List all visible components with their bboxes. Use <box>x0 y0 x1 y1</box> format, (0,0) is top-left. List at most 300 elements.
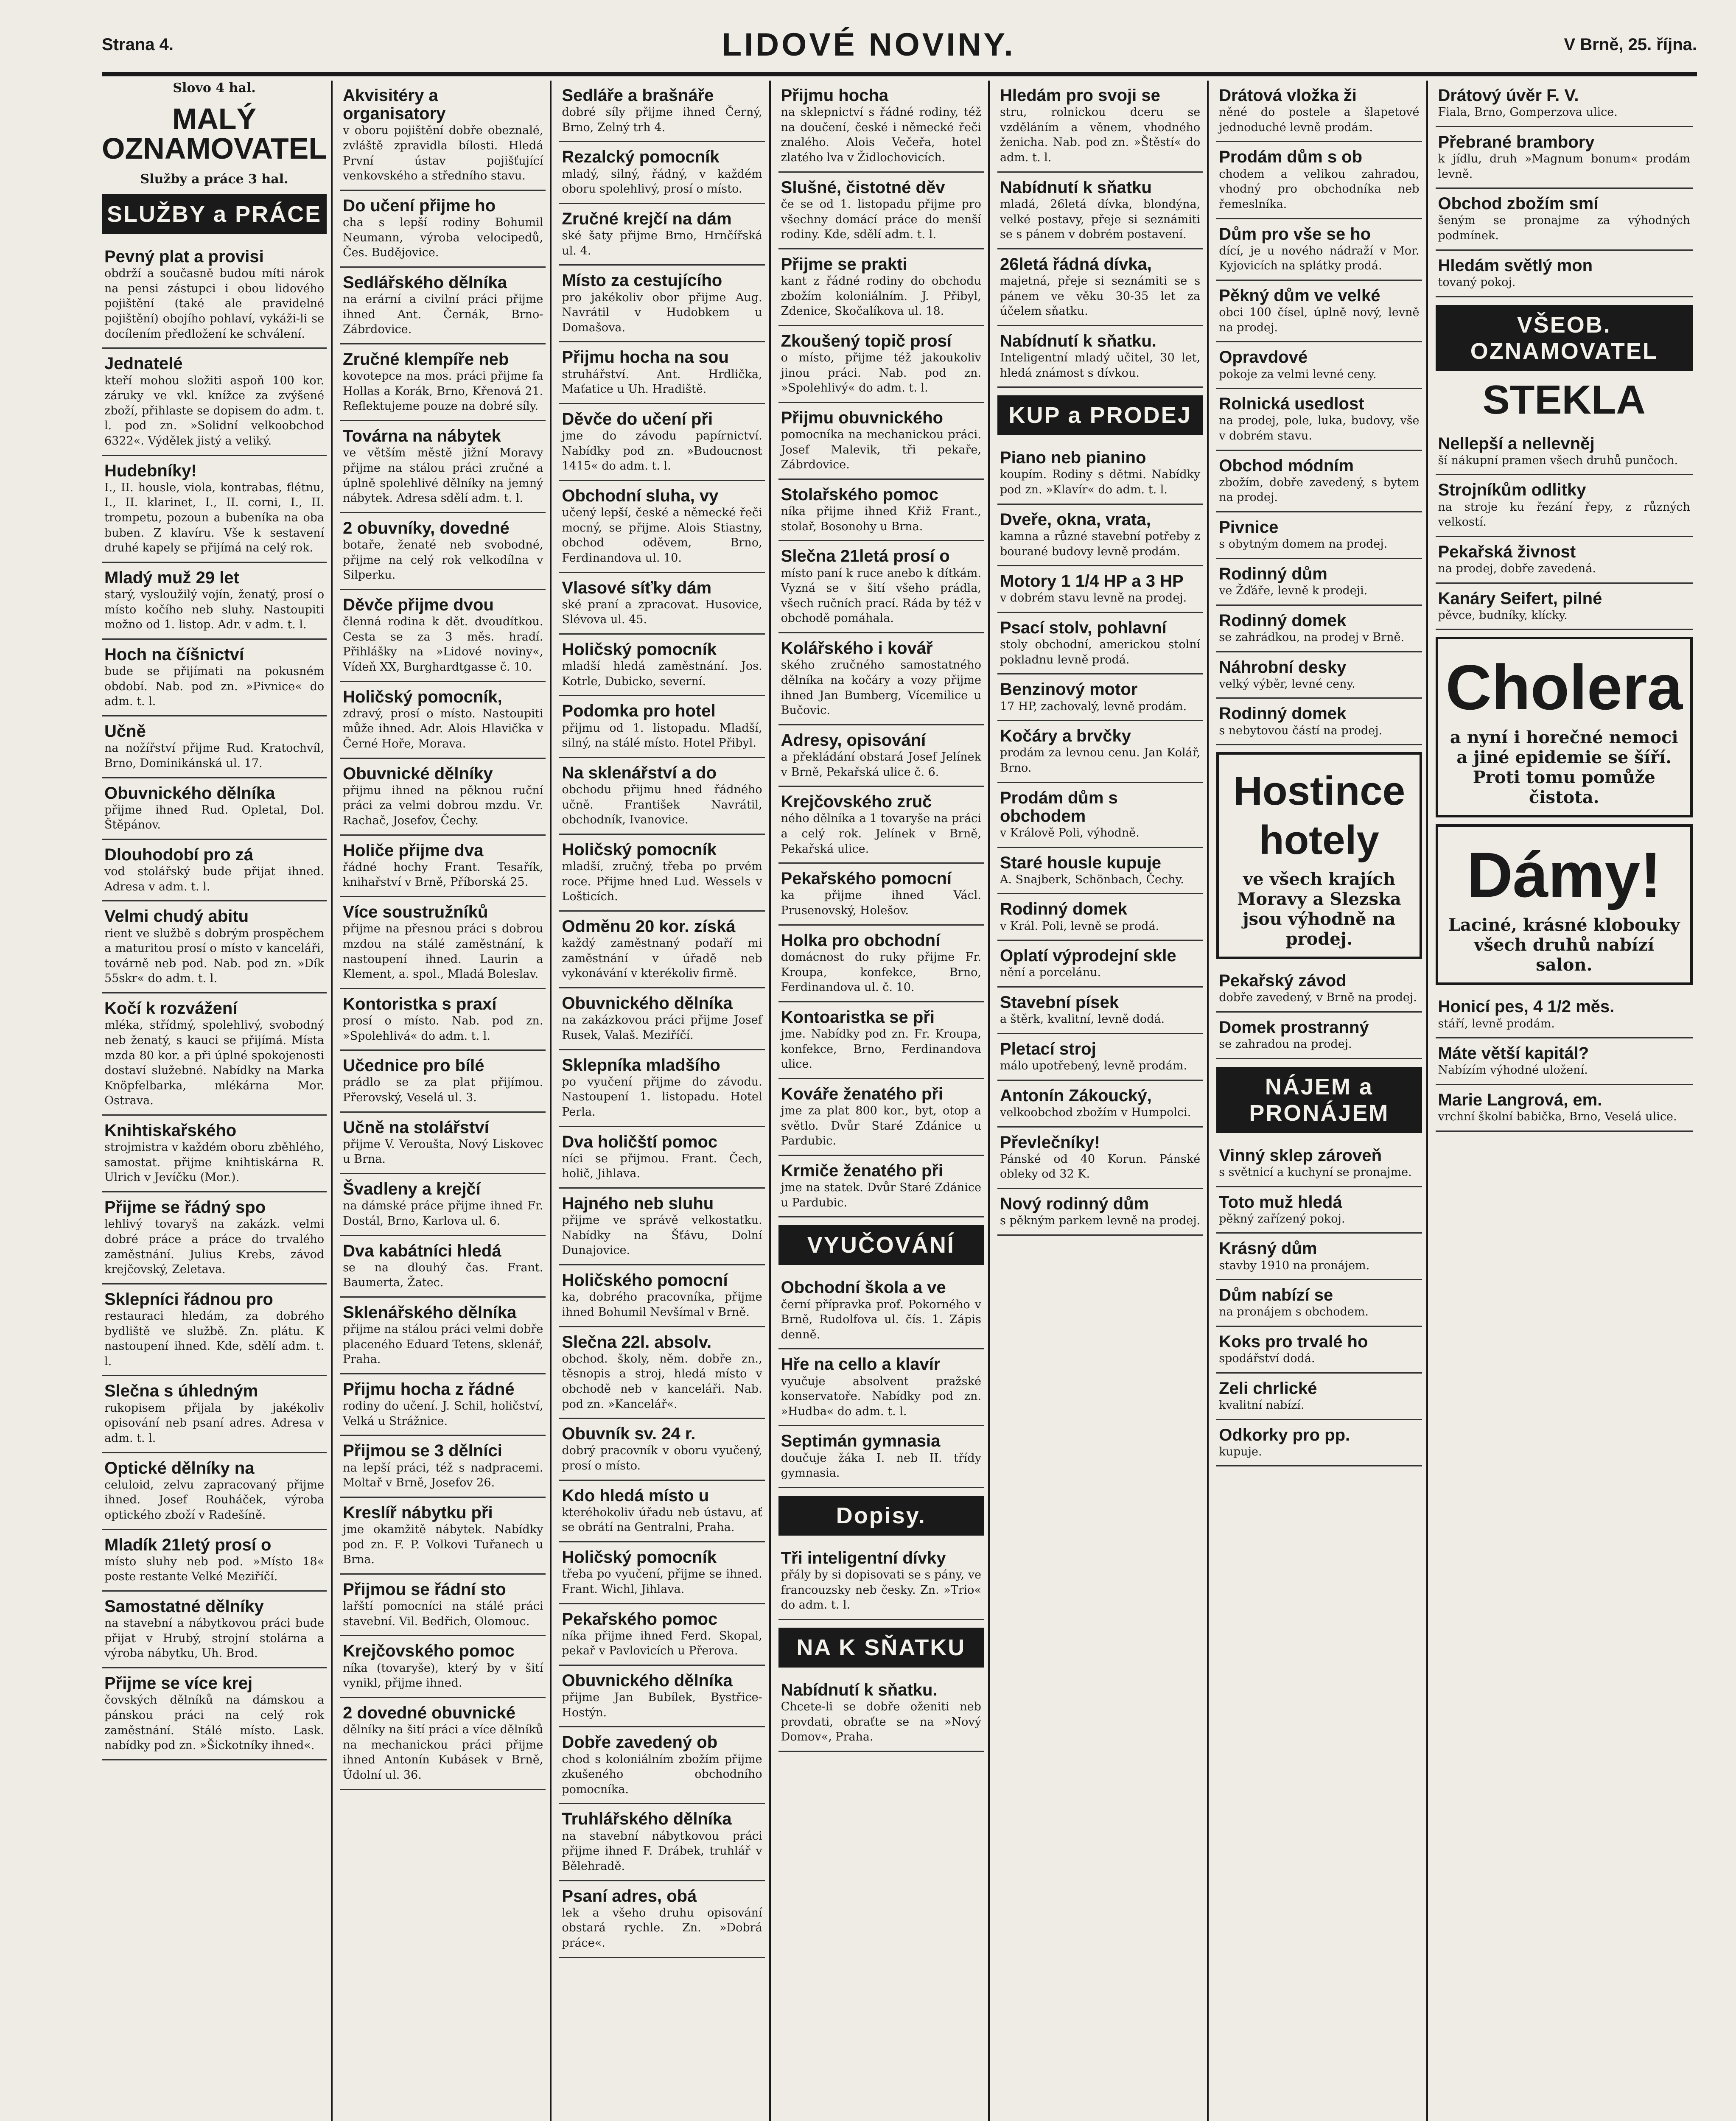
marriage-list <box>778 1675 984 1752</box>
classified-ad <box>778 1079 984 1156</box>
ad-body: nění a porcelánu. <box>1000 966 1101 979</box>
ad-body: če se od 1. listopadu přijme pro všechny domácí práce do menší rodiny. Kde, sdělí adm. t. l. <box>781 197 981 241</box>
classified-ad <box>102 716 327 778</box>
ladies-text: Laciné, krásné klobouky všech druhů nabízí salon. <box>1448 915 1680 975</box>
ad-body: přijme Jan Bubílek, Bystřice-Hostýn. <box>562 1691 762 1719</box>
classified-ad <box>559 1327 764 1419</box>
classified-ad <box>997 81 1203 173</box>
ad-body: prosí o místo. Nab. pod zn. »Spolehlivá« do adm. t. l. <box>343 1014 543 1043</box>
classified-ad <box>997 326 1203 388</box>
classified-ad <box>559 1189 764 1265</box>
classified-ad <box>778 1426 984 1488</box>
ad-body: na prodej, pole, luka, budovy, vše v dobrém stavu. <box>1219 414 1420 442</box>
ads-list-2 <box>1436 429 1693 630</box>
ad-body: domácnost do ruky přijme Fr. Kroupa, konfekce, Brno, Ferdinandova ul. č. 10. <box>781 950 981 994</box>
classified-ad <box>340 1236 546 1298</box>
more-list <box>1216 966 1422 1059</box>
ad-heading: Holičský pomocník <box>562 840 717 859</box>
classified-ad <box>778 1349 984 1426</box>
ad-heading: Přijmou se 3 dělníci <box>343 1441 502 1461</box>
classified-ad <box>340 268 546 344</box>
ad-heading: Kontoaristka se při <box>781 1007 935 1027</box>
ad-heading: Kolářského i kovář <box>781 639 933 658</box>
classified-ad <box>102 993 327 1116</box>
ad-body: A. Snajberk, Schönbach, Čechy. <box>1000 873 1184 886</box>
ad-body: Pánské od 40 Korun. Pánské obleky od 32 K. <box>1000 1152 1201 1181</box>
ad-heading: Zkoušený topič prosí <box>781 331 952 350</box>
ad-body: jme okamžitě nábytek. Nabídky pod zn. F. P. Volkovi Tuřanech u Brna. <box>343 1523 543 1567</box>
classified-ad <box>1436 537 1693 584</box>
ad-body: třeba po vyučení, přijme se ihned. Frant. Wichl, Jihlava. <box>562 1567 762 1596</box>
classified-ad <box>778 926 984 1002</box>
ad-body: s světnicí a kuchyní se pronajme. <box>1219 1165 1412 1179</box>
classified-ad <box>102 242 327 349</box>
ad-body: níka (tovaryše), který by v šití vynikl, přijme ihned. <box>343 1661 543 1690</box>
classified-ad <box>997 848 1203 895</box>
ad-body: v oboru pojištění dobře obeznalé, zvláště zpravidla bílosti. Hledá První ústav pojišťující venkovského a středního stavu. <box>343 124 543 183</box>
ad-heading: Hajného neb sluhu <box>562 1194 714 1213</box>
hotels-title-2: hotely <box>1259 817 1379 863</box>
ad-body: na stavební a nábytkovou práci bude přijat v Hrubý, strojní stolárna a výroba nábytku, Uh. Brod. <box>104 1617 325 1660</box>
classified-ad <box>559 1542 764 1604</box>
ad-body: přijme na přesnou práci s dobrou mzdou na stálé zaměstnání, k nastoupení ihned. Laurin a Klement, a. spol., Mladá Boleslav. <box>343 922 543 981</box>
sales-list <box>997 443 1203 1236</box>
ad-body: s obytným domem na prodej. <box>1219 537 1388 551</box>
ad-heading: Přijmu hocha z řádné <box>343 1380 515 1399</box>
ad-heading: Honicí pes, 4 1/2 měs. <box>1438 997 1615 1016</box>
ad-body: dící, je u nového nádraží v Mor. Kyjovicích na splátky prodá. <box>1219 244 1420 273</box>
ad-heading: 2 obuvníky, dovedné <box>343 518 510 537</box>
column-4 <box>778 81 990 2121</box>
classified-ad <box>778 541 984 633</box>
banner-letters: Dopisy. <box>778 1496 984 1536</box>
ad-body: lek a všeho druhu opisování obstará rychle. Zn. »Dobrá práce«. <box>562 1906 762 1950</box>
classified-ad <box>1436 584 1693 630</box>
classified-ad <box>1216 1013 1422 1059</box>
hotels-text: ve všech krajích Moravy a Slezska jsou výhodně na prodej. <box>1237 869 1401 949</box>
classified-ad <box>340 191 546 268</box>
ad-heading: Zeli chrlické <box>1219 1379 1317 1398</box>
ad-heading: Hledám světlý mon <box>1438 256 1593 275</box>
ad-body: v dobrém stavu levně na prodej. <box>1000 591 1187 605</box>
cholera-title: Cholera <box>1445 652 1683 723</box>
ad-heading: Holka pro obchodní <box>781 931 941 950</box>
ad-heading: Přijme se více krej <box>104 1674 253 1693</box>
ad-body: zbožím, dobře zavedený, s bytem na prodej. <box>1219 476 1420 504</box>
classified-ad <box>1216 606 1422 652</box>
classified-ad <box>778 633 984 725</box>
ad-body: přijmu od 1. listopadu. Mladší, silný, na stálé místo. Hotel Přibyl. <box>562 721 762 750</box>
ad-heading: Švadleny a krejčí <box>343 1180 481 1199</box>
classified-ad <box>997 173 1203 249</box>
ad-heading: Nellepší a nellevněj <box>1438 434 1595 453</box>
ad-heading: Krejčovského pomoc <box>343 1642 515 1661</box>
ad-heading: Zručné klempíře neb <box>343 350 509 369</box>
ad-heading: Domek prostranný <box>1219 1018 1369 1037</box>
ad-heading: Oplatí výprodejní skle <box>1000 946 1176 965</box>
ad-body: místo sluhy neb pod. »Místo 18« poste restante Velké Meziříčí. <box>104 1555 325 1584</box>
classified-ad <box>997 721 1203 783</box>
ad-body: kvalitní nabízí. <box>1219 1399 1305 1412</box>
ad-heading: Obuvnického dělníka <box>562 994 733 1013</box>
newspaper-title: LIDOVÉ NOVINY. <box>722 26 1016 63</box>
classified-ad <box>102 1284 327 1377</box>
classified-ad <box>1216 699 1422 745</box>
ad-body: vrchní školní babička, Brno, Veselá ulice. <box>1438 1110 1677 1124</box>
classified-ad <box>997 566 1203 613</box>
ad-body: na dámské práce přijme ihned Fr. Dostál, Brno, Karlova ul. 6. <box>343 1199 543 1228</box>
classified-ad <box>1216 652 1422 699</box>
ad-heading: Továrna na nábytek <box>343 427 501 446</box>
ad-heading: Pekařského pomocní <box>781 869 952 888</box>
classified-ad <box>1436 251 1693 297</box>
ad-heading: Zručné krejčí na dám <box>562 209 732 228</box>
ad-heading: Piano neb pianino <box>1000 448 1146 467</box>
ad-body: ve Žďáře, levně k prodeji. <box>1219 584 1368 598</box>
ad-body: na zakázkovou práci přijme Josef Rusek, Valaš. Meziříčí. <box>562 1013 762 1042</box>
banner-rent: NÁJEM a PRONÁJEM <box>1216 1067 1422 1133</box>
classified-ad <box>340 897 546 989</box>
ad-body: mladší, zručný, třeba po prvém roce. Přijme hned Lud. Wessels v Lošticích. <box>562 860 762 904</box>
ad-body: obdrží a současně budou míti nárok na pensi zástupci i obou lidového pojištění (také ale pravidelné pojištění) obojího pohlaví, vykáži-li se docílením předložení ke schválení. <box>104 267 325 341</box>
classified-ad <box>1216 342 1422 389</box>
column-2 <box>340 81 552 2121</box>
classified-ad <box>559 696 764 758</box>
ad-body: rient ve službě s dobrým prospěchem a maturitou prosí o místo v kanceláři, továrně neb pod. Nab. pod zn. »Dík 55skr« do adm. t. l. <box>104 926 325 985</box>
classified-ad <box>1216 1141 1422 1187</box>
classified-ad <box>1436 81 1693 127</box>
ad-body: černí přípravka prof. Pokorného v Brně, Rudolfova ul. čís. 1. Zápis denně. <box>781 1298 981 1341</box>
rent-list <box>1216 1141 1422 1467</box>
ads-list <box>778 81 984 1217</box>
ad-heading: Děvče přijme dvou <box>343 595 494 614</box>
ad-heading: Drátová vložka ži <box>1219 86 1357 105</box>
classified-ad <box>102 1453 327 1530</box>
ad-heading: Obuvnického dělníka <box>104 783 275 803</box>
ad-body: jme za plat 800 kor., byt, otop a světlo. Dvůr Staré Zdánice u Pardubic. <box>781 1104 981 1148</box>
ad-heading: Rodinný domek <box>1219 704 1347 723</box>
ad-body: zdravý, prosí o místo. Nastoupiti může ihned. Adr. Alois Hlavička v Černé Hoře, Morava. <box>343 707 543 750</box>
ad-body: mladá, 26letá dívka, blondýna, velké postavy, přeje si seznámiti se s pánem v dobrém postavení. <box>1000 197 1201 241</box>
ad-body: Nabízím výhodné uložení. <box>1438 1063 1588 1077</box>
ad-heading: Opravdové <box>1219 348 1308 367</box>
classified-ad <box>1216 1420 1422 1467</box>
ad-heading: Obuvnické dělníky <box>343 764 493 783</box>
ad-heading: Rolnická usedlost <box>1219 395 1364 414</box>
ad-heading: Nabídnutí k sňatku <box>1000 178 1152 197</box>
ad-heading: Učednice pro bílé <box>343 1056 484 1075</box>
ad-body: níka přijme ihned Křiž Frant., stolař, Bosonohy u Brna. <box>781 505 981 533</box>
ad-body: na stroje ku řezání řepy, z různých velkostí. <box>1438 500 1690 529</box>
classified-ad <box>559 1419 764 1480</box>
ad-heading: Pekařský závod <box>1219 971 1347 991</box>
classified-ad <box>559 81 764 142</box>
classified-ad <box>778 249 984 326</box>
classified-ad <box>559 1804 764 1881</box>
ad-heading: Psaní adres, obá <box>562 1886 697 1906</box>
classified-ad <box>559 142 764 204</box>
ad-body: na erární a civilní práci přijme ihned Ant. Černák, Brno-Zábrdovice. <box>343 293 543 336</box>
ads-list <box>1216 81 1422 745</box>
ad-heading: Pěkný dům ve velké <box>1219 286 1380 305</box>
ad-body: stru, rolnickou dceru se vzděláním a věnem, vhodného ženicha. Nab. pod zn. »Štěstí« do adm. t. l. <box>1000 106 1201 165</box>
ad-heading: Tři inteligentní dívky <box>781 1548 946 1567</box>
ad-body: kupuje. <box>1219 1445 1262 1458</box>
ad-body: pro jakékoliv obor přijme Aug. Navrátil v Hudobkem u Domašova. <box>562 291 762 334</box>
ad-heading: Přijmu hocha na sou <box>562 348 729 367</box>
ad-heading: Koks pro trvalé ho <box>1219 1332 1368 1351</box>
classified-ad <box>997 613 1203 674</box>
classified-ad <box>102 778 327 840</box>
ad-heading: Obchod zbožím smí <box>1438 194 1599 213</box>
classified-ad <box>340 1051 546 1112</box>
classified-ad <box>340 836 546 897</box>
ad-body: Fiala, Brno, Gomperzova ulice. <box>1438 106 1618 119</box>
ad-body: pokoje za velmi levné ceny. <box>1219 367 1377 381</box>
classified-ad <box>1216 281 1422 342</box>
section-title: MALÝ OZNAMOVATEL <box>102 102 327 165</box>
ad-body: ší nákupní pramen všech druhů punčoch. <box>1438 453 1678 467</box>
ad-heading: Mladík 21letý prosí o <box>104 1535 272 1554</box>
ad-body: na stavební nábytkovou práci přijme ihned F. Drábek, truhlář v Bělehradě. <box>562 1829 762 1873</box>
classified-ad <box>1216 389 1422 451</box>
ad-heading: Přijme se prakti <box>781 255 907 274</box>
ad-body: s nebytovou částí na prodej. <box>1219 724 1383 737</box>
classified-ad <box>997 941 1203 988</box>
ad-heading: Holičského pomocní <box>562 1271 728 1290</box>
ad-heading: Staré housle kupuje <box>1000 853 1162 872</box>
ad-heading: Náhrobní desky <box>1219 658 1347 677</box>
ad-body: níka přijme ihned Ferd. Skopal, pekař v Pavlovicích u Přerova. <box>562 1629 762 1658</box>
classified-ad <box>559 988 764 1050</box>
classified-ad <box>340 1575 546 1636</box>
ad-heading: Máte větší kapitál? <box>1438 1044 1589 1063</box>
ad-heading: Antonín Zákoucký, <box>1000 1086 1152 1105</box>
ad-heading: Kreslíř nábytku při <box>343 1503 493 1522</box>
ad-heading: Hudebníky! <box>104 461 197 480</box>
classified-ad <box>340 1498 546 1575</box>
ad-heading: Do učení přijme ho <box>343 196 496 215</box>
ad-body: koupím. Rodiny s dětmi. Nabídky pod zn. »Klavír« do adm. t. l. <box>1000 468 1201 497</box>
classified-ad <box>559 835 764 912</box>
classified-ad <box>778 864 984 925</box>
classified-ad <box>997 1189 1203 1236</box>
ad-body: obchodu přijmu hned řádného učně. František Navrátil, obchodník, Ivanovice. <box>562 783 762 827</box>
ad-heading: Rodinný dům <box>1219 564 1327 583</box>
banner-general: VŠEOB. OZNAMOVATEL <box>1436 305 1693 371</box>
ad-heading: Dva kabátníci hledá <box>343 1241 501 1260</box>
ad-body: cha s lepší rodiny Bohumil Neumann, výroba velocipedů, Čes. Budějovice. <box>343 216 543 260</box>
ad-body: v Králově Poli, výhodně. <box>1000 826 1140 839</box>
column-3 <box>559 81 770 2121</box>
ad-body: ské šaty přijme Brno, Hrnčířská ul. 4. <box>562 229 762 257</box>
ad-body: něné do postele a šlapetové jednoduché levně prodám. <box>1219 106 1420 134</box>
classified-ad <box>559 1881 764 1958</box>
classified-ad <box>1216 1327 1422 1374</box>
ad-heading: Drátový úvěr F. V. <box>1438 86 1579 105</box>
hotels-title: Hostince <box>1233 768 1406 814</box>
ad-body: na lepší práci, též s nadpracemi. Moltař v Brně, Josefov 26. <box>343 1461 543 1490</box>
classified-ad <box>559 1666 764 1727</box>
ad-body: se zahrádkou, na prodej v Brně. <box>1219 630 1405 644</box>
classified-ad <box>778 725 984 787</box>
classified-ad <box>102 563 327 640</box>
ad-heading: Nabídnutí k sňatku. <box>1000 331 1156 350</box>
ad-body: řádné hochy Frant. Tesařík, knihařství v Brně, Příborská 25. <box>343 860 543 889</box>
ad-body: v Král. Poli, levně se prodá. <box>1000 919 1159 933</box>
ad-heading: Sedláře a brašnáře <box>562 86 714 105</box>
classified-ad <box>1436 127 1693 189</box>
ad-heading: Rodinný domek <box>1000 900 1127 919</box>
ad-body: mléka, střídmý, spolehlivý, svobodný neb ženatý, s kauci se přijímá. Místa mzda 80 kor. a při úplné spokojenosti dostaví služebné. Nabídky na Marka Knöpfelbarka, mlékárna Mor. Ostrava. <box>104 1019 325 1108</box>
ad-heading: Převlečníky! <box>1000 1133 1100 1152</box>
ad-body: mladý, silný, řádný, v každém oboru spolehlivý, prosí o místo. <box>562 167 762 196</box>
ad-body: starý, vysloužilý vojín, ženatý, prosí o místo kočího neb sluhy. Nastoupiti možno od 1. listop. Adr. v adm. t. l. <box>104 588 325 632</box>
ad-heading: Učně <box>104 722 146 741</box>
ad-heading: Pletací stroj <box>1000 1039 1096 1058</box>
ad-heading: Přijmu obuvnického <box>781 408 943 427</box>
classified-ad <box>778 326 984 403</box>
classified-ad <box>1216 1280 1422 1327</box>
classified-ad <box>559 1604 764 1666</box>
classified-ad <box>778 403 984 480</box>
masthead <box>102 17 1697 76</box>
classified-ad <box>559 1265 764 1327</box>
ad-heading: Vinný sklep zároveň <box>1219 1146 1382 1165</box>
ad-heading: Samostatné dělníky <box>104 1597 264 1616</box>
ad-heading: Na sklenářství a do <box>562 763 717 782</box>
ladies-ad <box>1436 824 1693 985</box>
ad-body: jme do závodu papírnictví. Nabídky pod zn. »Budoucnost 1415« do adm. t. l. <box>562 429 762 473</box>
ad-heading: Místo za cestujícího <box>562 271 722 290</box>
classified-ad <box>340 513 546 590</box>
ad-heading: Pekařská živnost <box>1438 542 1576 561</box>
classified-ad <box>778 480 984 541</box>
ad-heading: Vlasové síťky dám <box>562 578 712 597</box>
classified-ad <box>559 342 764 404</box>
classified-ad <box>340 682 546 759</box>
ad-body: stáří, levně prodám. <box>1438 1017 1555 1030</box>
hotels-ad <box>1216 752 1422 959</box>
ad-body: členná rodina k dět. dvoudítkou. Cesta se za 3 měs. hradí. Přihlášky na »Lidové noviny«, Vídeň XX, Burghardtgasse č. 10. <box>343 615 543 674</box>
ad-body: jme. Nabídky pod zn. Fr. Kroupa, konfekce, Brno, Ferdinandova ulice. <box>781 1027 981 1071</box>
ad-body: pěvce, budníky, klícky. <box>1438 608 1568 622</box>
classified-ad <box>997 988 1203 1034</box>
ad-heading: Dům pro vše se ho <box>1219 224 1371 243</box>
ad-body: velký výběr, levné ceny. <box>1219 677 1355 691</box>
ad-body: kteří mohou složiti aspoň 100 kor. záruky ve vkl. knížce za zvýšené zboží, přihlaste se dopisem do adm. t. l. pod zn. »Solidní velkoobchod 6322«. Výdělek jistý a veliký. <box>104 374 325 448</box>
ad-heading: Nový rodinný dům <box>1000 1194 1149 1213</box>
ad-heading: Krásný dům <box>1219 1239 1317 1258</box>
classified-ad <box>997 443 1203 504</box>
ad-body: Inteligentní mladý učitel, 30 let, hledá známost s dívkou. <box>1000 351 1201 380</box>
cholera-ad <box>1436 637 1693 817</box>
ad-heading: Holičský pomocník, <box>343 687 502 706</box>
ad-heading: Hře na cello a klavír <box>781 1355 941 1374</box>
columns <box>102 81 1697 2121</box>
ad-body: lařští pomocníci na stálé práci stavební. Vil. Bedřich, Olomouc. <box>343 1600 543 1628</box>
classified-ad <box>559 204 764 266</box>
classified-ad <box>102 1192 327 1284</box>
classified-ad <box>102 640 327 716</box>
ad-body: přály by si dopisovati se s pány, ve francouzsky neb česky. Zn. »Trio« do adm. t. l. <box>781 1568 981 1612</box>
ad-heading: Mladý muž 29 let <box>104 568 239 587</box>
classified-ad <box>102 349 327 456</box>
classified-ad <box>1216 219 1422 281</box>
ad-heading: Truhlářského dělníka <box>562 1810 732 1829</box>
classified-ad <box>102 456 327 563</box>
rates: Slovo 4 hal. <box>173 81 256 95</box>
ad-body: celuloid, zelvu zapracovaný přijme ihned. Josef Rouháček, výroba optického zboží v Radešíně. <box>104 1478 325 1522</box>
ad-heading: Dva holičští pomoc <box>562 1132 718 1151</box>
classified-ad <box>778 1675 984 1752</box>
ad-body: po vyučení přijme do závodu. Nastoupení 1. listopadu. Hotel Perla. <box>562 1075 762 1119</box>
classified-ad <box>997 1034 1203 1081</box>
classified-ad <box>778 1156 984 1217</box>
ad-body: a překládání obstará Josef Jelínek v Brně, Pekařská ulice č. 6. <box>781 750 981 779</box>
cholera-text: a nyní i horečné nemoci a jiné epidemie se šíří. Proti tomu pomůže čistota. <box>1450 728 1678 808</box>
ad-body: dobré síly přijme ihned Černý, Brno, Zelný trh 4. <box>562 106 762 134</box>
ad-body: na pronájem s obchodem. <box>1219 1305 1369 1319</box>
ad-body: o místo, přijme též jakoukoliv jinou práci. Nab. pod zn. »Spolehlivý« do adm. t. l. <box>781 351 981 395</box>
ad-body: strojmistra v každém oboru zběhlého, samostat. přijme knihtiskárna R. Ulrich v Jevíčku (Mor.). <box>104 1141 325 1184</box>
classified-ad <box>559 404 764 481</box>
ad-body: přijme ve správě velkostatku. Nabídky na Šťávu, Dolní Dunajovice. <box>562 1214 762 1257</box>
ad-body: ve větším městě jižní Moravy přijme na stálou práci zručné a úplně spolehlivé dělníky na jemný nábytek. Adresa sdělí adm. t. l. <box>343 446 543 505</box>
classified-ad <box>997 505 1203 566</box>
ad-heading: Přijmou se řádní sto <box>343 1580 506 1599</box>
ad-body: kteréhokoliv úřadu neb ústavu, ať se obrátí na Gentralni, Praha. <box>562 1505 762 1534</box>
banner-lessons: VYUČOVÁNÍ <box>778 1225 984 1265</box>
column-1 <box>102 81 333 2121</box>
classified-ad <box>997 783 1203 848</box>
classified-ad <box>340 344 546 421</box>
ad-body: stoly obchodní, americkou stolní pokladnu levně prodá. <box>1000 638 1201 666</box>
ad-body: na prodej, dobře zavedená. <box>1438 562 1596 575</box>
classified-ad <box>1216 1374 1422 1420</box>
ad-body: rodiny do učení. J. Schil, holičství, Velká u Strážnice. <box>343 1399 543 1428</box>
service-rates: Služby a práce 3 hal. <box>140 172 288 187</box>
classified-ad <box>778 1273 984 1349</box>
ad-heading: Krejčovského zruč <box>781 792 932 811</box>
ad-heading: Sklepníka mladšího <box>562 1055 720 1074</box>
classified-ad <box>559 1727 764 1804</box>
ad-body: stavby 1910 na pronájem. <box>1219 1259 1370 1272</box>
classified-ad <box>340 1636 546 1698</box>
classified-ad <box>997 249 1203 326</box>
ad-body: přijme na stálou práci velmi dobře placeného Eduard Tetens, sklenář, Praha. <box>343 1323 543 1366</box>
ad-heading: Holičský pomocník <box>562 1548 717 1567</box>
classified-ad <box>1436 189 1693 250</box>
ad-heading: Stavební písek <box>1000 993 1119 1012</box>
classified-ad <box>559 1050 764 1127</box>
ad-heading: Stolařského pomoc <box>781 485 938 504</box>
ad-heading: Psací stolv, pohlavní <box>1000 618 1167 637</box>
ad-body: prádlo se za plat přijímou. Přerovský, Veselá ul. 3. <box>343 1076 543 1104</box>
ads-list <box>340 81 546 1790</box>
ad-body: dobrý pracovník v oboru vyučený, prosí o místo. <box>562 1444 762 1472</box>
ad-heading: Pivnice <box>1219 518 1279 537</box>
classified-ad <box>1216 81 1422 142</box>
classified-ad <box>559 1481 764 1542</box>
classified-ad <box>340 1174 546 1236</box>
ad-heading: Rezalcký pomocník <box>562 148 720 167</box>
banner-marriage: NA K SŇATKU <box>778 1628 984 1668</box>
ad-heading: Podomka pro hotel <box>562 702 716 721</box>
ad-body: každý zaměstnaný podaří mi zaměstnání v úřadě neb vykonávání v kterékoliv firmě. <box>562 937 762 980</box>
ad-heading: Odměnu 20 kor. získá <box>562 917 736 936</box>
ad-body: níci se přijmou. Frant. Čech, holič, Jihlava. <box>562 1152 762 1181</box>
